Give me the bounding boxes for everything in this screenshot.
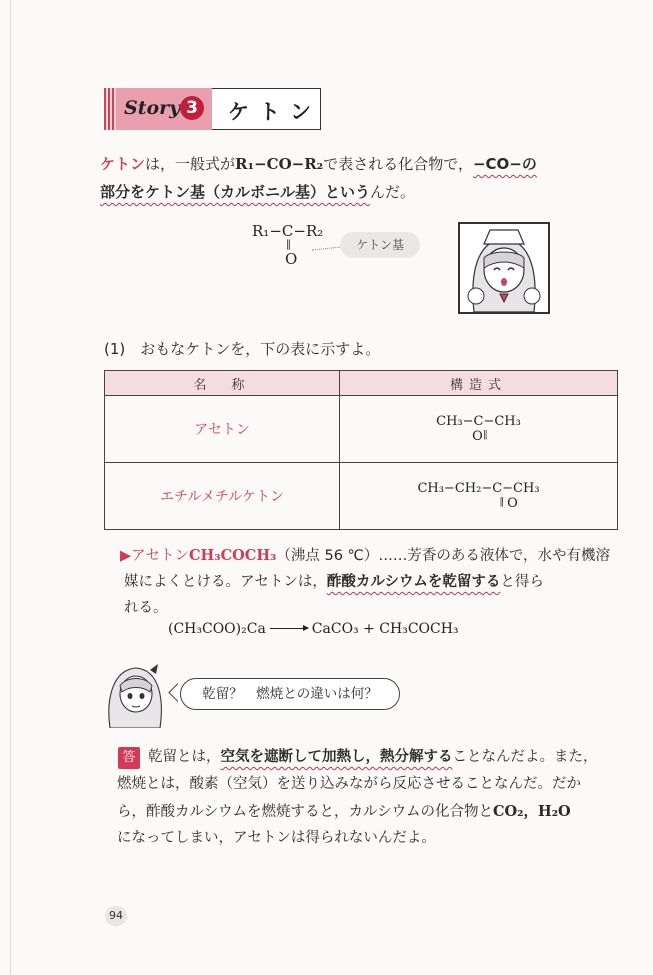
acetone-line-1 bbox=[120, 543, 620, 569]
r2-group: R₂ bbox=[305, 222, 324, 240]
oxygen-atom: O bbox=[285, 250, 298, 268]
table-row bbox=[105, 396, 618, 463]
header-stripe bbox=[104, 88, 116, 130]
r1-group: R₁ bbox=[252, 222, 270, 240]
ketone-group-label: ケトン基 bbox=[340, 232, 420, 258]
structure-main-chain: CH₃−C−CH₃ bbox=[436, 414, 521, 429]
intro-text: んだ。 bbox=[370, 183, 416, 201]
products: CaCO₃ + CH₃COCH₃ bbox=[311, 621, 459, 637]
compound-name: アセトン bbox=[105, 396, 340, 463]
double-bond-mark: ‖ bbox=[483, 430, 488, 440]
ketone-table bbox=[104, 370, 618, 530]
structure-cell bbox=[340, 396, 618, 463]
table-header-row bbox=[105, 371, 618, 396]
intro-text: で表される化合物で， bbox=[323, 155, 473, 173]
structure-main-chain: CH₃−CH₂−C−CH₃ bbox=[417, 481, 540, 496]
question-bubble: 乾留？ 燃焼との違いは何？ bbox=[180, 678, 400, 710]
answer-badge: 答 bbox=[118, 747, 140, 769]
dry-distillation-phrase: 酢酸カルシウムを乾留する bbox=[326, 574, 501, 590]
answer-text: ら，酢酸カルシウムを燃焼すると，カルシウムの化合物と bbox=[117, 804, 493, 820]
answer-text: ことなんだよ。また， bbox=[452, 749, 598, 765]
reactant: (CH₃COO)₂Ca bbox=[168, 621, 266, 637]
answer-line-3 bbox=[117, 798, 627, 826]
ketone-group-definition: 部分をケトン基（カルボニル基）という bbox=[100, 183, 371, 201]
intro-text: は，一般式が bbox=[145, 155, 236, 173]
acetone-text: （沸点 56 ℃）……芳香のある液体で，水や有機溶 bbox=[276, 548, 611, 564]
double-bond-mark: ‖ bbox=[499, 497, 504, 507]
acetone-text: と得ら bbox=[500, 574, 544, 590]
header-name: 名 称 bbox=[105, 371, 340, 396]
dry-distillation-definition: 空気を遮断して加熱し，熱分解する bbox=[220, 749, 453, 765]
acetone-line-3: れる。 bbox=[124, 600, 168, 616]
structure-cell bbox=[340, 463, 618, 530]
story-label: Story bbox=[124, 97, 181, 119]
header-structure: 構造式 bbox=[340, 371, 618, 396]
story-header bbox=[104, 88, 322, 130]
acetone-heading: ▶アセトン bbox=[120, 548, 190, 564]
answer-line-4: になってしまい，アセトンは得られないんだよ。 bbox=[117, 830, 436, 846]
answer-line-1 bbox=[148, 744, 628, 771]
structure-formula bbox=[436, 414, 521, 444]
story-number-badge: 3 bbox=[180, 96, 204, 120]
ketone-structure bbox=[252, 222, 323, 240]
table-row bbox=[105, 463, 618, 530]
reaction-arrow bbox=[270, 628, 308, 629]
acetone-line-2 bbox=[124, 569, 624, 595]
answer-line-2: 燃焼とは，酸素（空気）を送り込みながら反応させることなんだ。だか bbox=[117, 776, 581, 792]
general-formula: R₁−CO−R₂ bbox=[235, 155, 324, 173]
term-ketone: ケトン bbox=[100, 155, 146, 173]
structure-oxygen: O bbox=[507, 496, 518, 511]
acetone-formula: CH₃COCH₃ bbox=[189, 547, 277, 564]
acetone-text: 媒によくとける。アセトンは， bbox=[124, 574, 327, 590]
co-group: −CO−の bbox=[472, 155, 537, 173]
page-edge bbox=[10, 0, 11, 975]
story-title: ケトン bbox=[228, 100, 321, 124]
intro-line-2 bbox=[100, 179, 620, 206]
list-intro: (1) おもなケトンを，下の表に示すよ。 bbox=[104, 340, 381, 358]
carbonyl-carbon: −C− bbox=[269, 222, 306, 240]
label-connector bbox=[312, 246, 342, 251]
combustion-products: CO₂，H₂O bbox=[492, 803, 571, 820]
answer-text: 乾留とは， bbox=[148, 749, 221, 765]
page-number: 94 bbox=[105, 906, 127, 926]
structure-formula bbox=[417, 481, 539, 511]
double-bond-mark: ‖ bbox=[286, 239, 291, 250]
intro-line-1 bbox=[100, 151, 620, 178]
character-illustration bbox=[458, 222, 550, 314]
structure-oxygen: O bbox=[472, 429, 483, 444]
question-character bbox=[104, 660, 166, 728]
compound-name: エチルメチルケトン bbox=[105, 463, 340, 530]
reaction-equation bbox=[168, 621, 459, 637]
